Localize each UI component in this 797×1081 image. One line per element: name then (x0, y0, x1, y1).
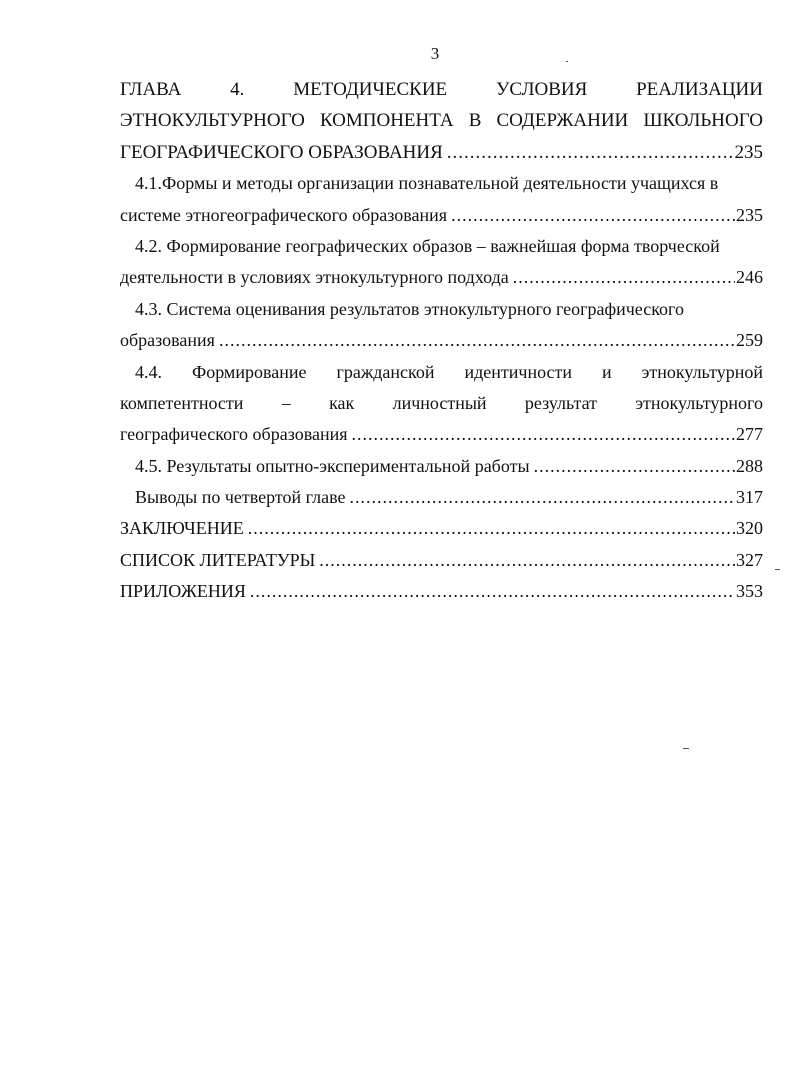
page-ref: 353 (736, 581, 763, 602)
section-word: Формирование (191, 361, 307, 382)
section-4-4-line-3: географического образования (120, 424, 348, 445)
section-4-2-line-1: 4.2. Формирование географических образов – важнейшая форма творческой (135, 235, 720, 256)
toc-entry-4-4[interactable] (120, 419, 763, 450)
chapter-heading-line-3: ГЕОГРАФИЧЕСКОГО ОБРАЗОВАНИЯ (120, 141, 443, 163)
section-word: 4.4. (135, 361, 162, 382)
dot-leader (248, 513, 735, 544)
section-word: идентичности (464, 361, 573, 382)
chapter-heading-line-2 (120, 105, 763, 136)
chapter-heading-line-1 (120, 74, 763, 105)
page-ref: 320 (736, 518, 763, 539)
chapter-word: ШКОЛЬНОГО (643, 110, 763, 132)
section-word: этнокультурной (641, 361, 763, 382)
section-word: результат (524, 392, 598, 413)
page-ref: 246 (736, 267, 763, 288)
page-ref: 288 (736, 455, 763, 476)
toc-entry-4-1[interactable] (120, 200, 763, 231)
section-word: и (602, 361, 612, 382)
toc-entry-references[interactable] (120, 545, 763, 576)
appendices-title: ПРИЛОЖЕНИЯ (120, 581, 246, 602)
dot-leader (349, 482, 735, 513)
chapter-word: ГЛАВА (120, 79, 182, 100)
dot-leader (447, 137, 734, 168)
page-ref: 235 (736, 204, 763, 225)
section-word: гражданской (336, 361, 435, 382)
chapter-word: СОДЕРЖАНИИ (496, 110, 629, 132)
section-4-3-line-1: 4.3. Система оценивания результатов этнокультурного географического (135, 298, 684, 319)
page-ref: 277 (736, 424, 763, 445)
page-ref: 235 (734, 141, 763, 163)
section-word: как (329, 392, 355, 413)
scan-speck (683, 748, 689, 749)
chapter-word: РЕАЛИЗАЦИИ (636, 79, 763, 100)
section-4-4-line-1 (120, 357, 763, 388)
section-4-5-title: 4.5. Результаты опытно-экспериментальной работы (135, 455, 530, 476)
section-4-4-line-2 (120, 388, 763, 419)
scan-speck (566, 61, 568, 62)
section-4-1-line-2: системе этногеографического образования (120, 204, 448, 225)
section-4-2-line-2: деятельности в условиях этнокультурного подхода (120, 267, 509, 288)
chapter-word: МЕТОДИЧЕСКИЕ (293, 79, 448, 100)
section-4-1-line-1: 4.1.Формы и методы организации познавательной деятельности учащихся в (135, 173, 719, 194)
toc-entry-chapter-4[interactable] (120, 137, 763, 168)
table-of-contents (120, 74, 763, 608)
section-word: – (281, 392, 291, 413)
dot-leader (219, 325, 735, 356)
dot-leader (534, 451, 735, 482)
dot-leader (513, 262, 735, 293)
toc-entry-4-3[interactable] (120, 325, 763, 356)
scan-speck (775, 569, 780, 570)
conclusion-title: ЗАКЛЮЧЕНИЕ (120, 518, 244, 539)
page-ref: 327 (736, 549, 763, 570)
toc-entry-conclusion[interactable] (120, 513, 763, 544)
dot-leader (352, 419, 736, 450)
chapter-word: УСЛОВИЯ (495, 79, 588, 100)
dot-leader (250, 576, 735, 607)
section-4-3-line-2: образования (120, 330, 215, 351)
conclusions-title: Выводы по четвертой главе (135, 487, 346, 508)
page-ref: 259 (736, 330, 763, 351)
toc-entry-4-5[interactable] (120, 451, 763, 482)
page-number: 3 (430, 44, 440, 63)
references-title: СПИСОК ЛИТЕРАТУРЫ (120, 549, 316, 570)
toc-entry-appendices[interactable] (120, 576, 763, 607)
section-word: компетентности (120, 392, 244, 413)
page-ref: 317 (736, 487, 763, 508)
toc-entry-4-2[interactable] (120, 262, 763, 293)
toc-entry-chapter-4-conclusions[interactable] (120, 482, 763, 513)
dot-leader (319, 545, 735, 576)
chapter-word: КОМПОНЕНТА (319, 110, 454, 132)
section-word: личностный (392, 392, 487, 413)
chapter-word: В (468, 110, 482, 132)
chapter-word: ЭТНОКУЛЬТУРНОГО (120, 110, 305, 132)
dot-leader (451, 200, 735, 231)
section-word: этнокультурного (635, 392, 763, 413)
chapter-word: 4. (230, 79, 245, 100)
